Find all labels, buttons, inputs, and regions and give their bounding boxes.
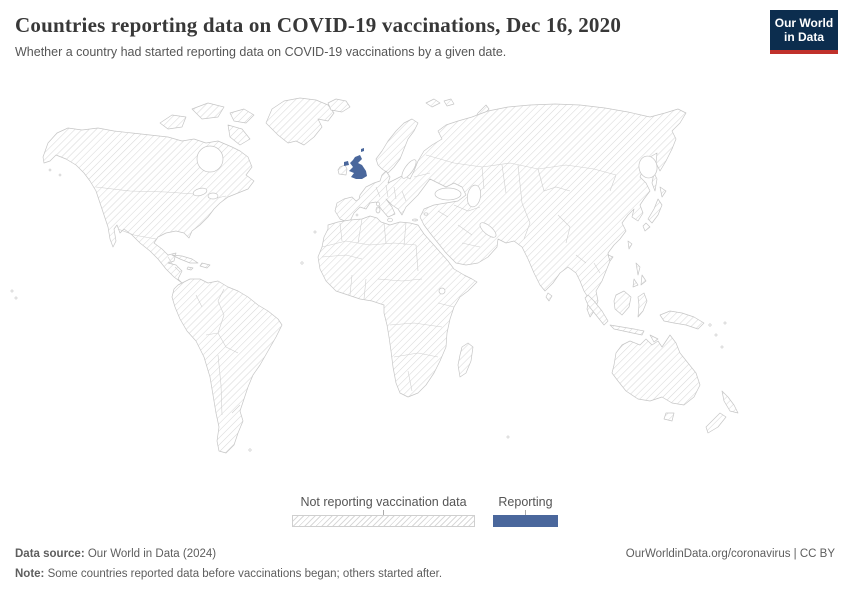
island-speck xyxy=(314,231,316,233)
arctic-island[interactable] xyxy=(228,125,250,145)
island-philippines[interactable] xyxy=(633,279,638,287)
island-timor[interactable] xyxy=(650,335,658,342)
legend-swatch-reporting[interactable] xyxy=(493,515,558,527)
country-united-kingdom-northern-ireland[interactable] xyxy=(344,161,349,166)
island-new-guinea[interactable] xyxy=(660,311,704,329)
chart-header xyxy=(15,13,755,59)
island-honshu[interactable] xyxy=(648,199,662,223)
island-speck xyxy=(709,324,712,327)
island-madagascar[interactable] xyxy=(458,343,473,377)
chart-footer xyxy=(15,548,835,588)
island-speck xyxy=(301,262,304,265)
region-australia[interactable] xyxy=(612,335,700,405)
island-kyushu[interactable] xyxy=(643,223,650,231)
country-united-kingdom[interactable] xyxy=(349,155,367,179)
island-ireland[interactable] xyxy=(338,165,347,175)
island-borneo[interactable] xyxy=(614,291,631,315)
region-greenland[interactable] xyxy=(266,98,334,145)
island-speck xyxy=(249,449,252,452)
island-philippines[interactable] xyxy=(641,275,646,285)
island-cyprus[interactable] xyxy=(424,213,428,215)
credit-link[interactable]: OurWorldinData.org/coronavirus | CC BY xyxy=(625,548,835,560)
logo-line-2: in Data xyxy=(783,30,824,45)
data-source-label: Data source: xyxy=(15,548,85,560)
island-hokkaido[interactable] xyxy=(660,187,666,197)
data-source-line xyxy=(15,548,216,560)
island-sulawesi[interactable] xyxy=(638,293,647,317)
island-crete[interactable] xyxy=(413,219,418,221)
region-north-america[interactable] xyxy=(43,128,254,283)
country-united-kingdom-shetland[interactable] xyxy=(361,148,364,152)
map-legend xyxy=(0,494,850,534)
island-sicily[interactable] xyxy=(388,218,393,222)
island-philippines[interactable] xyxy=(636,263,640,275)
arctic-island[interactable] xyxy=(426,99,440,107)
owid-logo[interactable] xyxy=(770,10,838,54)
data-source-value: Our World in Data (2024) xyxy=(84,548,217,560)
island-new-zealand-south[interactable] xyxy=(706,413,726,433)
island-hispaniola[interactable] xyxy=(200,263,210,268)
arctic-island[interactable] xyxy=(230,109,254,123)
arctic-island[interactable] xyxy=(192,103,224,119)
island-jamaica[interactable] xyxy=(187,267,193,270)
page-title: Countries reporting data on COVID-19 vaccinations, Dec 16, 2020 xyxy=(15,13,622,37)
arctic-island[interactable] xyxy=(444,99,454,106)
island-speck xyxy=(356,214,358,216)
logo-line-1: Our World xyxy=(774,16,834,30)
world-map-svg xyxy=(10,95,840,490)
world-map[interactable] xyxy=(10,95,840,490)
island-speck xyxy=(507,436,509,438)
island-tasmania[interactable] xyxy=(664,413,674,421)
legend-swatch-not-reporting[interactable] xyxy=(292,515,475,527)
island-speck xyxy=(724,322,726,324)
island-iceland[interactable] xyxy=(328,99,350,112)
island-sardinia[interactable] xyxy=(376,207,380,213)
island-speck xyxy=(49,169,51,171)
lake-great-lakes xyxy=(208,193,218,199)
sea-hudson-bay xyxy=(197,146,223,172)
note-label: Note: xyxy=(15,568,45,580)
island-speck xyxy=(715,334,717,336)
note-value: Some countries reported data before vaccinations began; others started after. xyxy=(44,568,443,580)
region-south-america[interactable] xyxy=(172,279,282,453)
island-taiwan[interactable] xyxy=(628,241,632,249)
chart-subtitle: Whether a country had started reporting data on COVID-19 vaccinations by a given date. xyxy=(15,45,507,59)
note-line xyxy=(15,568,442,580)
legend-label-reporting: Reporting xyxy=(498,495,553,509)
island-corsica[interactable] xyxy=(377,202,380,206)
island-java[interactable] xyxy=(610,325,644,335)
island-speck xyxy=(59,174,61,176)
island-cuba[interactable] xyxy=(172,255,198,263)
island-speck xyxy=(15,297,17,299)
island-speck xyxy=(11,290,13,292)
sea-black xyxy=(435,188,461,200)
island-new-zealand-north[interactable] xyxy=(722,391,738,413)
island-sri-lanka[interactable] xyxy=(546,293,552,301)
legend-label-not-reporting: Not reporting vaccination data xyxy=(300,495,467,509)
island-speck xyxy=(721,346,723,348)
lake-victoria xyxy=(439,288,445,294)
arctic-island[interactable] xyxy=(160,115,186,129)
